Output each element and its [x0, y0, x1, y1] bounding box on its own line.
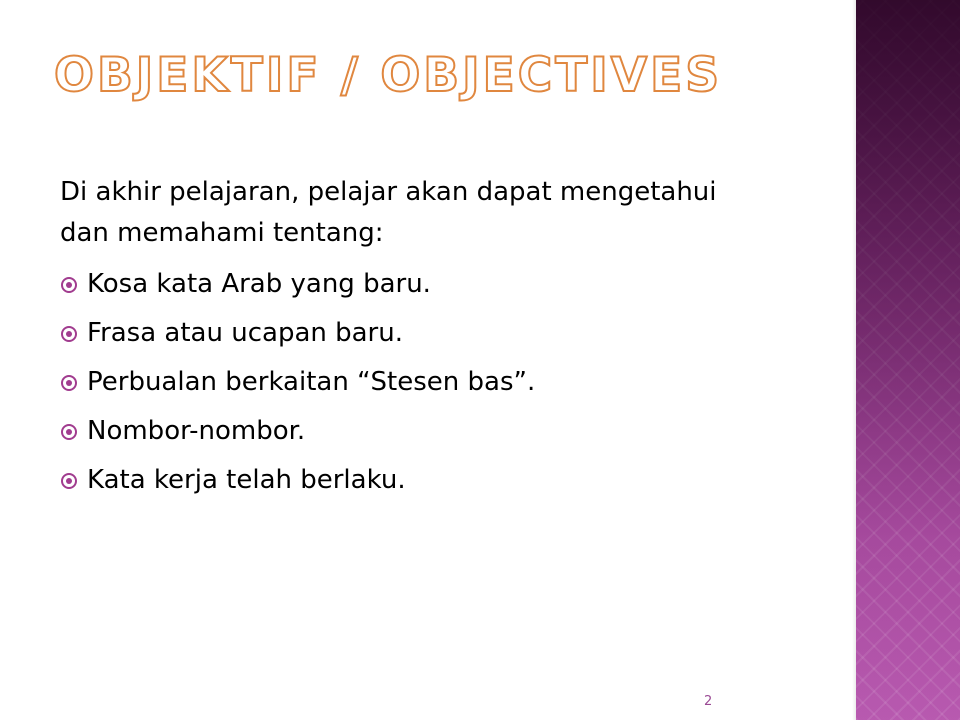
list-item-text: Perbualan berkaitan “Stesen bas”.: [87, 367, 536, 397]
list-item: [60, 358, 850, 407]
objectives-list: [60, 260, 850, 505]
intro-line-2: dan memahami tentang:: [60, 218, 384, 248]
list-item-text: Frasa atau ucapan baru.: [87, 318, 403, 348]
list-item: [60, 309, 850, 358]
list-item: [60, 260, 850, 309]
list-item: [60, 456, 850, 505]
side-band-edge: [852, 0, 856, 720]
radio-bullet-icon: [61, 375, 77, 391]
radio-bullet-icon: [61, 277, 77, 293]
list-item-text: Kata kerja telah berlaku.: [87, 465, 406, 495]
page-number: 2: [704, 694, 713, 709]
slide-title: OBJEKTIF / OBJECTIVES: [54, 48, 723, 103]
radio-bullet-icon: [61, 326, 77, 342]
radio-bullet-icon: [61, 424, 77, 440]
list-item: [60, 407, 850, 456]
intro-text: [60, 172, 850, 254]
decorative-side-band: [856, 0, 960, 720]
list-item-text: Kosa kata Arab yang baru.: [87, 269, 431, 299]
radio-bullet-icon: [61, 473, 77, 489]
intro-line-1: Di akhir pelajaran, pelajar akan dapat mengetahui: [60, 177, 717, 207]
slide-body: [60, 172, 850, 505]
list-item-text: Nombor-nombor.: [87, 416, 306, 446]
